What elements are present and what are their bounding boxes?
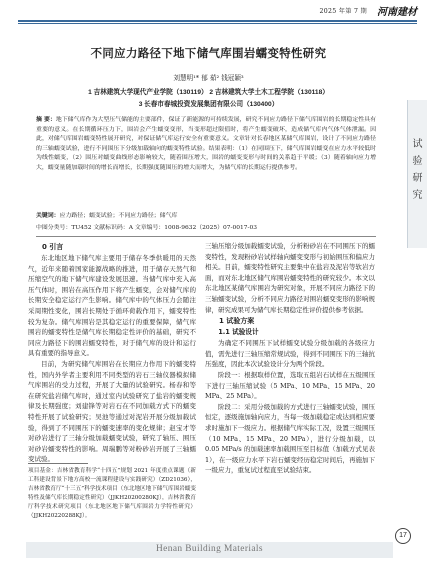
abstract xyxy=(36,116,376,174)
affiliation-line-2: 3 长春市春城投资发展集团有限公司（130400） xyxy=(138,101,279,108)
keywords-text: 应力路径；蠕变试验；不同应力路径；储气库 xyxy=(59,213,178,219)
abstract-label: 摘 要： xyxy=(36,117,56,123)
right-column xyxy=(205,241,375,476)
side-tab-label: 试验研究 xyxy=(412,139,423,201)
abstract-text: 地下储气库作为大型压气储能的主要部件，保证了新能源的可持续发展，研究不同应力路径下储气库围岩的长期稳定性具有重要的意义。在长期循环压力下，围岩会产生蠕变变形，当变形超过限值时，将产生蠕变破坏，造成储气库内气体气体泄漏。因此，对储气库围岩蠕变特性展开研究，对保证储气库运行安全有重要意义。文章针对长春地区某储气库围岩，设计了不同应力路径的三轴蠕变试验，进行不同围压下分级加载轴向的蠕变特性试验。结果表明：（1）在同围压下，储气库围岩蠕变在应力水平较低时为线性蠕变，（2）围压对蠕变曲线形态影响较大，随着围压增大，围岩的蠕变变形与时间的关系趋于平缓；（3）随着轴向应力增大，蠕变量随加载时间的增长而增长，长期强度随围压的增大而增大，为储气库的长期运行提供参考。 xyxy=(36,117,377,171)
journal-brand: 河南建材 xyxy=(377,7,417,18)
header-rule xyxy=(18,20,417,22)
footnote-rule xyxy=(28,463,88,464)
section-heading-test-plan: 1 试验方案 xyxy=(219,317,255,326)
keywords-label: 关键词： xyxy=(36,213,60,219)
journal-english-name: Henan Building Materials xyxy=(156,544,263,554)
abstract-divider xyxy=(36,236,376,237)
page-number: 17 xyxy=(395,528,411,544)
subsection-heading-test-design: 1.1 试验设计 xyxy=(218,328,259,337)
journal-issue: 2025 年第 7 期 xyxy=(319,8,367,15)
article-authors: 刘慧明¹* 郁 茹² 钱冠颖³ xyxy=(173,74,244,82)
body-paragraph: 阶段二：采用分级加载的方式进行三轴蠕变试验，围压恒定，逐级施加轴向应力，当每一级加载稳定或达到相应要求时施加下一级应力。根据储气库实际工况，设置三级围压（10 MPa、15 MPa、20 MPa），进行分级加载，以 0.05 MPa/s 的加载速率加载围压至目标值（加载方式见表 1），在一级应力水平下岩石蠕变经历稳定时间后，再施加下一级应力，重复试过程直至试验结束。 xyxy=(205,402,375,475)
header-rule-thin xyxy=(18,23,417,24)
article-title: 不同应力路径下地下储气库围岩蠕变特性研究 xyxy=(90,46,327,60)
body-paragraph: 阶段一：根据取样位置，选取五组岩石试样在五级围压下进行三轴压缩试验（5 MPa、10 MPa、15 MPa、20 MPa、25 MPa）。 xyxy=(205,370,375,401)
body-paragraph: 三轴压缩分级加载蠕变试验，分析粉砂岩在不同围压下的蠕变特性，发现粉砂岩试样轴向蠕变变形与初始围压和偏应力相关。目前，蠕变特性研究主要集中在盐岩及泥岩等软岩方面，而对东北地区储气库围岩蠕变特性的研究较少。本文以东北地区某储气库围岩为研究对象，开展不同应力路径下的三轴蠕变试验，分析不同应力路径对围岩蠕变变形的影响规律，研究成果可为储气库长期稳定性评价提供参考依据。 xyxy=(205,242,375,314)
section-side-tab xyxy=(407,100,427,248)
body-paragraph: 目前，为研究储气库围岩在长期应力作用下的蠕变特性，国内外学者主要利用不同类型的岩石三轴仪器模拟储气库围岩的受力过程，开展了大量的试验研究。杨春和等在研究盐岩储气库时，通过室内试验研究了盐岩的蠕变规律及长期强度；刘建锋等对岩石在不同加载方式下的蠕变特性开展了试验研究；吴池等通过对泥岩开展分级加载试验，得到了不同围压下的蠕变速率的变化规律；赵宝才等对砂岩进行了三轴分级加载蠕变试验，研究了轴压、围压对砂岩蠕变特性的影响。周瑞鹏等对粉砂岩开展了三轴蠕变试验。 xyxy=(28,359,196,464)
body-paragraph: 东北地区地下储气库主要用于储存冬季供暖用的天然气，近年来随着国家能源战略的推进，用于储存天然气和压缩空气的地下储气库建设发展迅速。当储气库中充入高压气体时，围岩在高压作用下将产生蠕变，会对储气库的长期安全稳定运行产生影响。储气库中的气体压力会随注采周期性变化，围岩长期处于循环荷载作用下，蠕变特性较为复杂。储气库围岩是其稳定运行的重要保障，储气库围岩的蠕变特性是储气库长期稳定性评价的基础，研究不同应力路径下的围岩蠕变特性，对于储气库的设计和运行具有重要的指导意义。 xyxy=(28,254,196,358)
funding-footnote: 项目基金：吉林省教育科学“十四五”规划 2021 年度重点课题（新工科建设背景下地方高校一流课程建设与实践研究）（ZD21036），吉林省教育厅“十三五”科学技术项目（东北地区地下储气库围岩蠕变特性及储气库长期稳定性研究）（JJKH20200280KJ），吉林省教育厅科学技术研究项目（东北地区地下储气库围岩力学特性研究）（JJKH20220288KJ）。 xyxy=(28,468,196,519)
body-paragraph: 为确定不同围压下试样蠕变试验分级加载的各级应力值，需先进行三轴压缩常规试验，得到不同围压下的三轴抗压强度，因此本次试验设计分为两个阶段。 xyxy=(205,339,375,369)
keywords xyxy=(36,212,376,222)
classification-line: 中图分类号：TU452 文献标识码：A 文章编号：1008-9632（2025）07-0017-03 xyxy=(36,225,257,231)
left-column xyxy=(28,241,196,465)
section-heading-introduction: 0 引言 xyxy=(42,243,64,251)
affiliation-line-1: 1 吉林建筑大学现代产业学院（130119） 2 吉林建筑大学土木工程学院（130118） xyxy=(88,89,329,96)
